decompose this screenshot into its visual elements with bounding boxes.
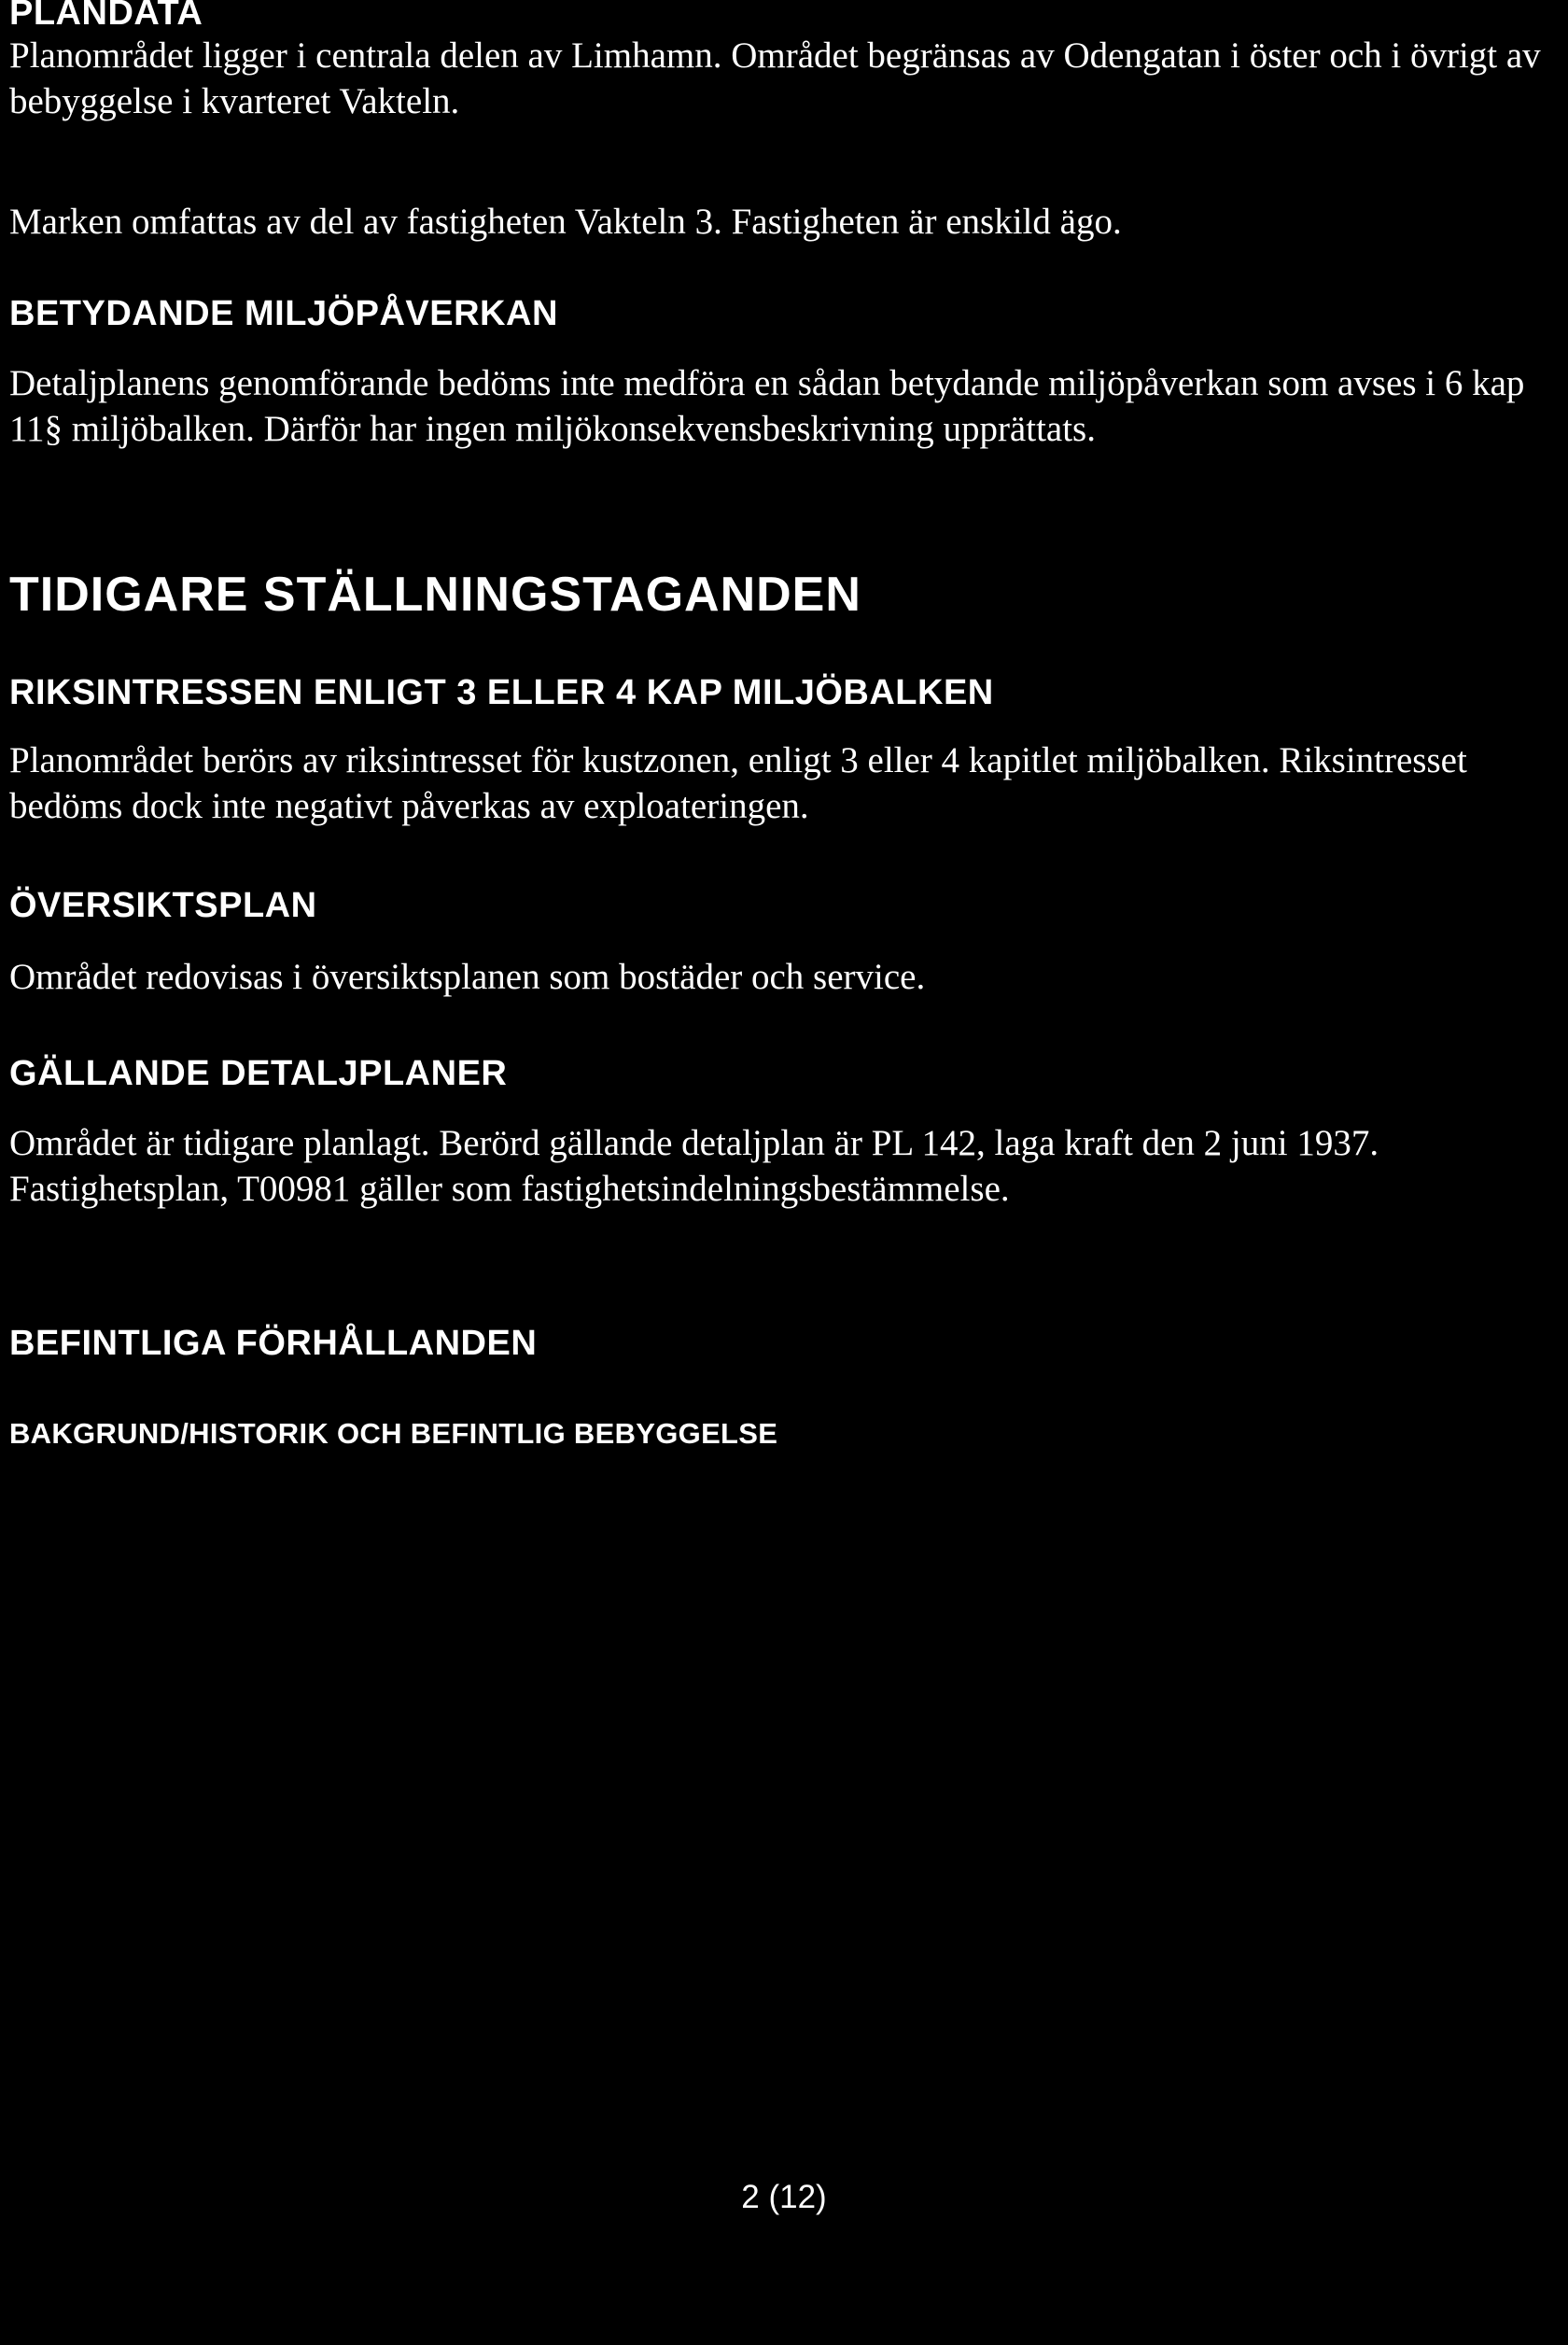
heading-plandata: PLANDATA xyxy=(9,0,203,33)
heading-befintliga-forhallanden: BEFINTLIGA FÖRHÅLLANDEN xyxy=(9,1324,538,1363)
heading-oversiktsplan: ÖVERSIKTSPLAN xyxy=(9,886,317,925)
paragraph-plandata-location: Planområdet ligger i centrala delen av Limhamn. Området begränsas av Odengatan i öster och i övrigt av bebyggelse i kvarteret Vakteln. xyxy=(9,35,1541,121)
heading-tidigare-stallningstaganden: TIDIGARE STÄLLNINGSTAGANDEN xyxy=(9,568,861,622)
heading-riksintressen: RIKSINTRESSEN ENLIGT 3 ELLER 4 KAP MILJÖBALKEN xyxy=(9,673,994,712)
paragraph-plandata-ownership: Marken omfattas av del av fastigheten Vakteln 3. Fastigheten är enskild ägo. xyxy=(9,202,1122,242)
heading-gallande-detaljplaner: GÄLLANDE DETALJPLANER xyxy=(9,1054,508,1093)
paragraph-miljopaverkan: Detaljplanens genomförande bedöms inte medföra en sådan betydande miljöpåverkan som avses i 6 kap 11§ miljöbalken. Därför har ingen miljökonsekvensbeskrivning upprättats. xyxy=(9,363,1525,449)
heading-betydande-miljopaverkan: BETYDANDE MILJÖPÅVERKAN xyxy=(9,294,558,333)
heading-bakgrund-historik: BAKGRUND/HISTORIK OCH BEFINTLIG BEBYGGELSE xyxy=(9,1417,778,1450)
page-number: 2 (12) xyxy=(741,2179,827,2215)
paragraph-riksintressen: Planområdet berörs av riksintresset för kustzonen, enligt 3 eller 4 kapitlet miljöbalken. Riksintresset bedöms dock inte negativt påverkas av exploateringen. xyxy=(9,740,1467,826)
paragraph-oversiktsplan: Området redovisas i översiktsplanen som bostäder och service. xyxy=(9,957,926,997)
paragraph-gallande-detaljplaner: Området är tidigare planlagt. Berörd gällande detaljplan är PL 142, laga kraft den 2 juni 1937. Fastighetsplan, T00981 gäller som fastighetsindelningsbestämmelse. xyxy=(9,1123,1379,1209)
